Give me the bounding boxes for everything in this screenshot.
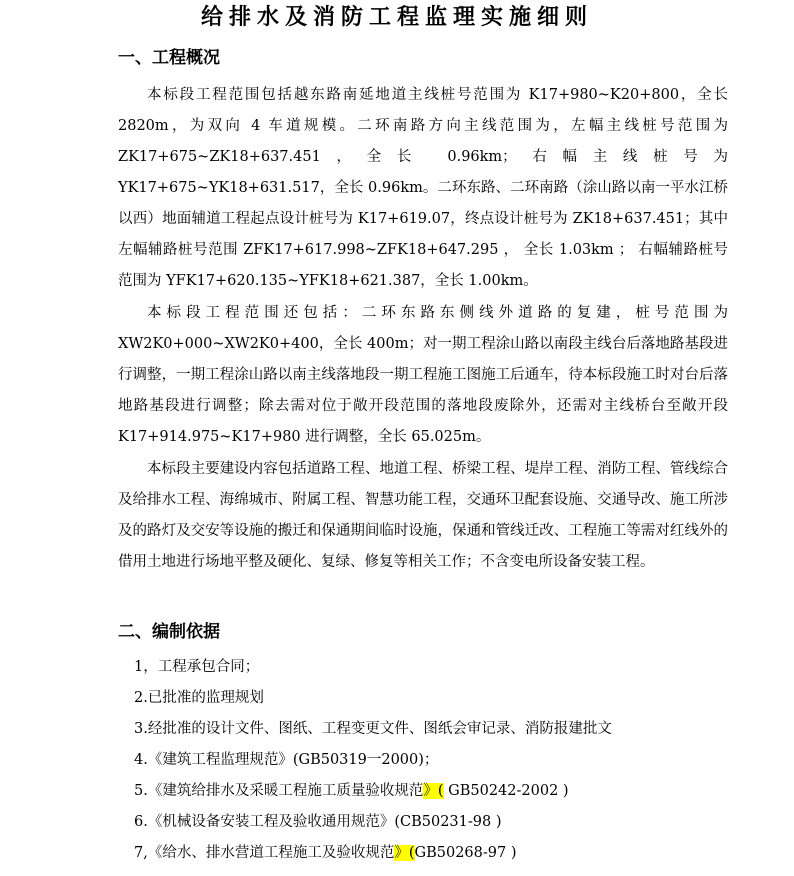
section-heading-overview: 一、工程概况 xyxy=(118,48,220,68)
list-item: 6.《机械设备安装工程及验收通用规范》(CB50231-98 ) xyxy=(134,814,502,830)
highlighted-text: 》( xyxy=(394,845,415,861)
overview-paragraph-2: 本标段工程范围还包括：二环东路东侧线外道路的复建，桩号范围为 XW2K0+000~XW2K0+400，全长 400m；对一期工程涂山路以南段主线台后落地路基段进行调整，一期工程涂山路以南主线落地段一期工程施工图施工后通车，待本标段施工时对台后落地路基段进行调整；除去需对位于敞开段范围的落地段废除外，还需对主线桥台至敞开段 K17+914.975~K17+980 进行调整，全长 65.025m。 xyxy=(118,305,728,445)
list-item: 5.《建筑给排水及采暖工程施工质量验收规范》( GB50242-2002 ) xyxy=(134,783,569,799)
section-heading-basis: 二、编制依据 xyxy=(118,622,220,642)
basis-list xyxy=(134,652,734,869)
list-item: 4.《建筑工程监理规范》(GB50319一2000)； xyxy=(134,752,439,768)
list-item: 2.已批准的监理规划 xyxy=(134,690,264,706)
list-item: 3.经批准的设计文件、图纸、工程变更文件、图纸会审记录、消防报建批文 xyxy=(134,721,612,737)
list-item: 1，工程承包合同； xyxy=(134,659,260,675)
document-title: 给排水及消防工程监理实施细则 xyxy=(200,4,593,30)
highlighted-text: 》( xyxy=(423,783,444,799)
list-item: 7,《给水、排水营道工程施工及验收规范》(GB50268-97 ) xyxy=(134,845,517,861)
overview-paragraph-1: 本标段工程范围包括越东路南延地道主线桩号范围为 K17+980~K20+800，全长 2820m，为双向 4 车道规模。二环南路方向主线范围为，左幅主线桩号范围为 ZK17+675~ZK18+637.451，全长 0.96km；右幅主线桩号为 YK17+675~YK18+631.517，全长 0.96km。二环东路、二环南路（涂山路以南一平水江桥以西）地面辅道工程起点设计桩号为 K17+619.07，终点设计桩号为 ZK18+637.451；其中左幅辅路桩号范围 ZFK17+617.998~ZFK18+647.295 ， 全长 1.03km ； 右幅辅路桩号范围为 YFK17+620.135~YFK18+621.387，全长 1.00km。 xyxy=(118,87,728,289)
overview-paragraph-3: 本标段主要建设内容包括道路工程、地道工程、桥梁工程、堤岸工程、消防工程、管线综合及给排水工程、海绵城市、附属工程、智慧功能工程，交通环卫配套设施、交通导改、施工所涉及的路灯及交安等设施的搬迁和保通期间临时设施，保通和管线迁改、工程施工等需对红线外的借用土地进行场地平整及硬化、复绿、修复等相关工作；不含变电所设备安装工程。 xyxy=(118,461,728,570)
